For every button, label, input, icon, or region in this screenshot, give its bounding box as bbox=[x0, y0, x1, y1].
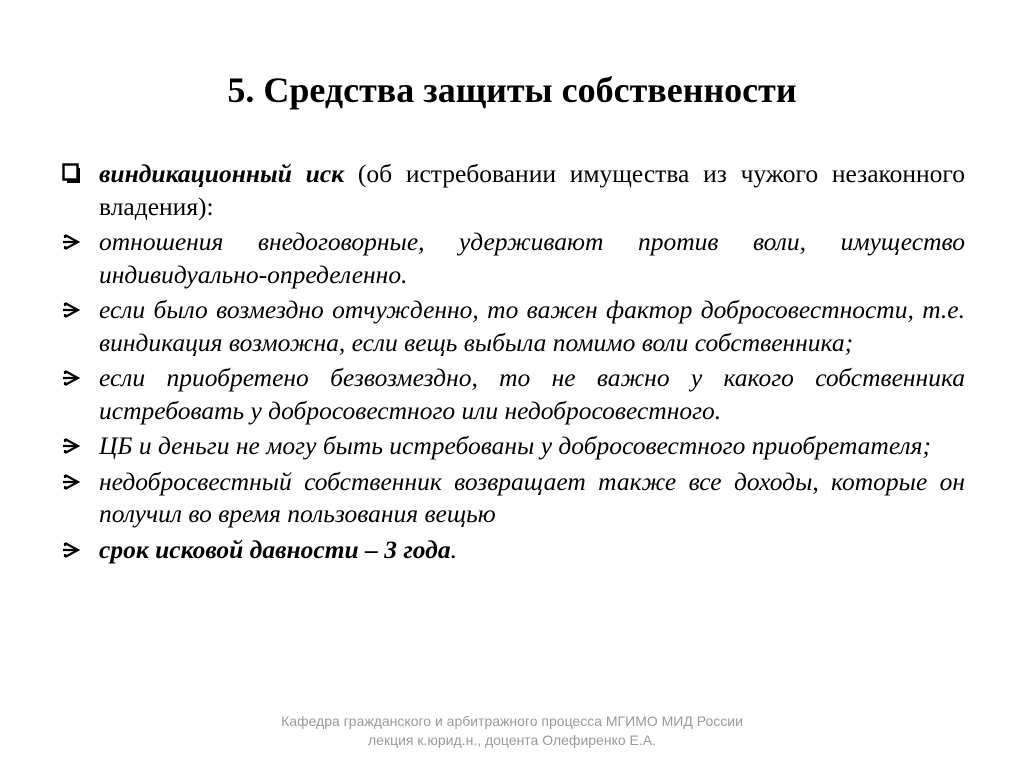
list-item bbox=[62, 294, 965, 359]
list-item bbox=[62, 466, 965, 531]
list-item-text bbox=[99, 158, 965, 223]
list-item-text bbox=[99, 534, 965, 567]
arrow-chevron-icon bbox=[62, 534, 99, 567]
footer-line-department: Кафедра гражданского и арбитражного процесса МГИМО МИД России bbox=[281, 713, 743, 729]
list-item bbox=[62, 158, 965, 223]
bullet-list bbox=[62, 158, 965, 566]
list-item-tail: . bbox=[450, 534, 457, 564]
list-item-text: недобросвестный собственник возвращает также все доходы, которые он получил во время пользования вещью bbox=[99, 466, 965, 528]
checkbox-square-icon bbox=[62, 158, 99, 191]
lead-description: (об истребовании имущества из чужого незаконного владения): bbox=[99, 159, 965, 221]
limitation-period-text: срок исковой давности – 3 года bbox=[99, 534, 451, 564]
lead-term: виндикационный иск bbox=[99, 159, 345, 188]
list-item bbox=[62, 534, 965, 567]
footer-line-lecturer: лекция к.юрид.н., доцента Олефиренко Е.А. bbox=[368, 732, 656, 748]
list-item-text: если было возмездно отчужденно, то важен фактор добросовестности, т.е. виндикация возможна, если вещь выбыла помимо воли собственника; bbox=[99, 295, 965, 357]
arrow-chevron-icon bbox=[62, 294, 99, 327]
arrow-chevron-icon bbox=[62, 226, 99, 259]
list-item bbox=[62, 226, 965, 291]
arrow-chevron-icon bbox=[62, 430, 99, 463]
arrow-chevron-icon bbox=[62, 466, 99, 499]
slide-title: 5. Средства защиты собственности bbox=[227, 70, 797, 110]
footer bbox=[0, 712, 1024, 750]
list-item-text: если приобретено безвозмездно, то не важно у какого собственника истребовать у добросовестного или недобросовестного. bbox=[99, 363, 965, 425]
list-item-text: отношения внедоговорные, удерживают против воли, имущество индивидуально-определенно. bbox=[99, 227, 965, 289]
list-item bbox=[62, 362, 965, 427]
arrow-chevron-icon bbox=[62, 362, 99, 395]
list-item-text: ЦБ и деньги не могу быть истребованы у добросовестного приобретателя; bbox=[99, 431, 931, 460]
list-item bbox=[62, 430, 965, 463]
